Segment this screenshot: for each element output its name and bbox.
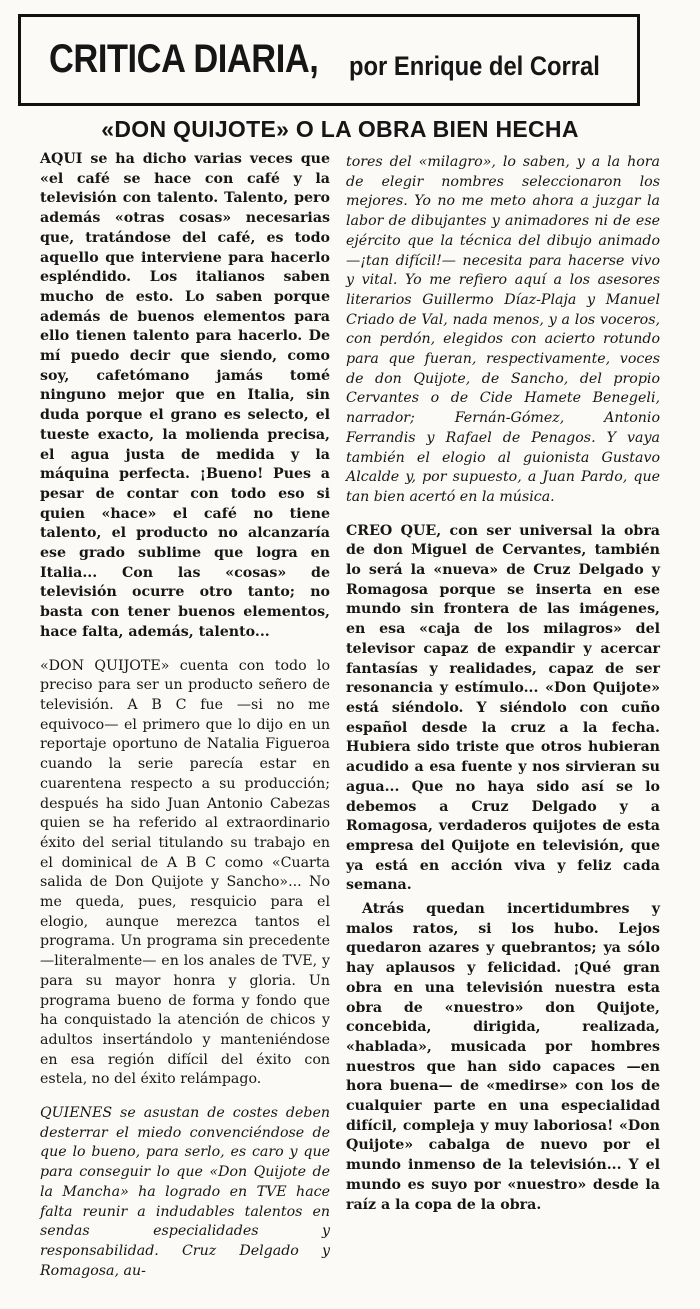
left-paragraph-2: «DON QUIJOTE» cuenta con todo lo preciso para ser un producto señero de televisión. A B C fue —si no me equivoco— el primero que lo dijo en un reportaje oportuno de Natalia Figueroa cuando la serie parecía estar en cuarentena respecto a su producción; después ha sido Juan Antonio Cabezas quien se ha referido al extraordinario éxito del serial titulando su trabajo en el dominical de A B C como «Cuarta salida de Don Quijote y Sancho»... No me queda, pues, resquicio para el elogio, aunque merezca tantos el programa. Un programa sin precedente —literalmente— en los anales de TVE, y para su mayor honra y gloria. Un programa bueno de forma y fondo que ha conquistado la atención de chicos y adultos insertándolo y manteniéndose en esa región difícil del éxito con estela, no del éxito relámpago. [40, 657, 330, 1088]
right-paragraph-3: Atrás quedan incertidumbres y malos ratos, si los hubo. Lejos quedaron azares y quebrantos; ya sólo hay aplausos y felicidad. ¡Qué gran obra en una televisión nuestra esta obra de «nuestro» don Quijote, concebida, dirigida, realizada, «hablada», musicada por hombres nuestros que han sido capaces —en hora buena— de «medirse» con los de cualquier parte en una especialidad difícil, compleja y muy laboriosa! «Don Quijote» cabalga de nuevo por el mundo inmenso de la televisión... Y el mundo es suyo por «nuestro» desde la raíz a la copa de la obra. [346, 901, 660, 1213]
left-column [40, 150, 330, 1295]
column-title: CRITICA DIARIA, [49, 37, 319, 81]
right-paragraph-2: CREO QUE, con ser universal la obra de don Miguel de Cervantes, también lo será la «nueva» de Cruz Delgado y Romagosa porque se inserta en ese mundo sin frontera de las imágenes, en esa «caja de los milagros» del televisor capaz de expandir y acercar fantasías y realidades, capaz de ser resonancia y estímulo... «Don Quijote» está siéndolo. Y siéndolo con cuño español desde la cruz a la fecha. Hubiera sido triste que otros hubieran acudido a esa fuente y nos sirvieran su agua... Que no haya sido así se lo debemos a Cruz Delgado y a Romagosa, verdaderos quijotes de esta empresa del Quijote en televisión, que ya está en acción viva y feliz cada semana. [346, 522, 660, 894]
right-paragraph-1: tores del «milagro», lo saben, y a la hora de elegir nombres seleccionaron los mejores. Yo no me meto ahora a juzgar la labor de dibujantes y animadores ni de ese ejército que la técnica del dibujo animado —¡tan difícil!— necesita para hacerse vivo y vital. Yo me refiero aquí a los asesores literarios Guillermo Díaz-Plaja y Manuel Criado de Val, nada menos, y a los voceros, con perdón, elegidos con acierto rotundo para que fueran, respectivamente, voces de don Quijote, de Sancho, del propio Cervantes o de Cide Hamete Benegeli, narrador; Fernán-Gómez, Antonio Ferrandis y Rafael de Penagos. Y vaya también el elogio al guionista Gustavo Alcalde y, por supuesto, a Juan Pardo, que tan bien acertó en la música. [346, 154, 660, 505]
right-column [346, 153, 660, 1219]
column-author: por Enrique del Corral [349, 51, 600, 81]
left-paragraph-3: QUIENES se asustan de costes deben desterrar el miedo convenciéndose de que lo bueno, para serlo, es caro y que para conseguir lo que «Don Quijote de la Mancha» ha logrado en TVE hace falta reunir a indudables talentos en sendas especialidades y responsabilidad. Cruz Delgado y Romagosa, au- [40, 1105, 330, 1279]
article-headline: «DON QUIJOTE» O LA OBRA BIEN HECHA [101, 116, 579, 142]
column-header-box [18, 14, 640, 106]
left-paragraph-1: AQUI se ha dicho varias veces que «el café se hace con café y la televisión con talento. Talento, pero además «otras cosas» necesarias que, tratándose del café, es todo aquello que interviene para hacerlo espléndido. Los italianos saben mucho de esto. Lo saben porque además de buenos elementos para ello tienen talento para hacerlo. De mí puedo decir que siendo, como soy, cafetómano jamás tomé ninguno mejor que en Italia, sin duda porque el grano es selecto, el tueste exacto, la molienda precisa, el agua justa de medida y la máquina perfecta. ¡Bueno! Pues a pesar de contar con todo eso si quien «hace» el café no tiene talento, el producto no alcanzaría ese grado sublime que logra en Italia... Con las «cosas» de televisión ocurre otro tanto; no basta con tener buenos elementos, hace falta, además, talento... [40, 151, 330, 640]
